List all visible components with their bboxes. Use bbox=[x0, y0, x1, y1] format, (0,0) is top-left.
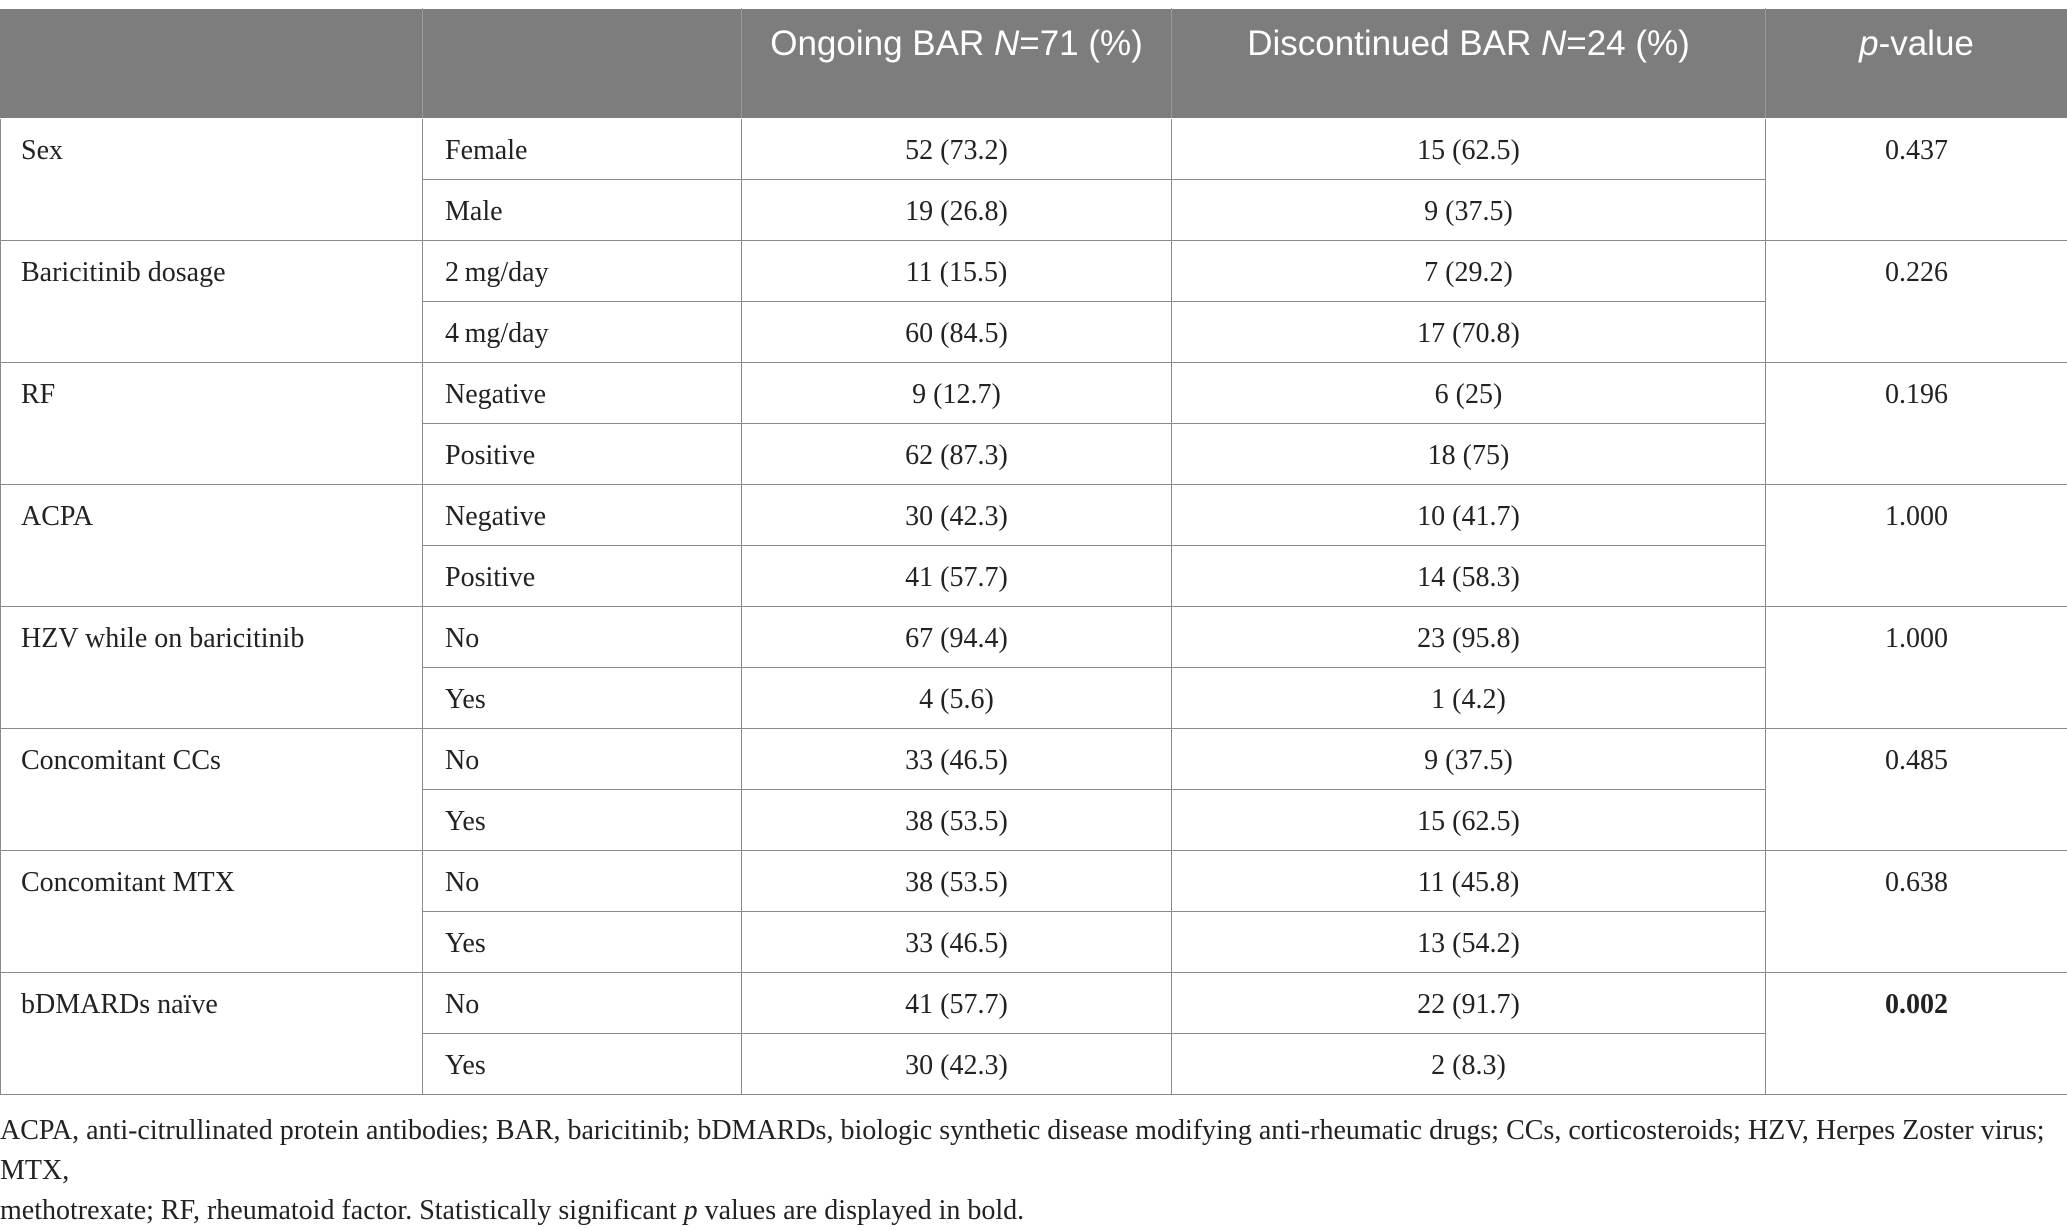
sub-label: Positive bbox=[423, 546, 742, 607]
footnote-line-2-suffix: values are displayed in bold. bbox=[698, 1195, 1025, 1226]
footnote-p-italic: p bbox=[684, 1195, 698, 1226]
ongoing-value: 30 (42.3) bbox=[742, 485, 1172, 546]
discontinued-value: 6 (25) bbox=[1172, 363, 1766, 424]
header-discontinued-suffix: =24 (%) bbox=[1566, 24, 1690, 63]
sub-label: 4 mg/day bbox=[423, 302, 742, 363]
p-value: 0.638 bbox=[1766, 851, 2067, 973]
discontinued-value: 9 (37.5) bbox=[1172, 180, 1766, 241]
ongoing-value: 41 (57.7) bbox=[742, 546, 1172, 607]
ongoing-value: 41 (57.7) bbox=[742, 973, 1172, 1034]
discontinued-value: 2 (8.3) bbox=[1172, 1034, 1766, 1095]
header-ongoing-n: N bbox=[994, 24, 1019, 63]
discontinued-value: 14 (58.3) bbox=[1172, 546, 1766, 607]
header-row bbox=[1, 9, 2067, 119]
sub-label: Negative bbox=[423, 363, 742, 424]
group-label: HZV while on baricitinib bbox=[1, 607, 423, 729]
header-pvalue bbox=[1766, 9, 2067, 119]
header-discontinued-n: N bbox=[1541, 24, 1566, 63]
footnote-line-2 bbox=[0, 1191, 2060, 1231]
p-value: 1.000 bbox=[1766, 485, 2067, 607]
footnote-line-1: ACPA, anti-citrullinated protein antibodies; BAR, baricitinib; bDMARDs, biologic synthetic disease modifying anti-rheumatic drugs; CCs, corticosteroids; HZV, Herpes Zoster virus; MTX, bbox=[0, 1111, 2060, 1191]
sub-label: 2 mg/day bbox=[423, 241, 742, 302]
table-row bbox=[1, 485, 2067, 546]
discontinued-value: 9 (37.5) bbox=[1172, 729, 1766, 790]
table-row bbox=[1, 729, 2067, 790]
group-label: Concomitant CCs bbox=[1, 729, 423, 851]
discontinued-value: 1 (4.2) bbox=[1172, 668, 1766, 729]
ongoing-value: 30 (42.3) bbox=[742, 1034, 1172, 1095]
p-value: 0.437 bbox=[1766, 119, 2067, 241]
p-value: 0.226 bbox=[1766, 241, 2067, 363]
discontinued-value: 15 (62.5) bbox=[1172, 119, 1766, 180]
sub-label: Male bbox=[423, 180, 742, 241]
table-body bbox=[1, 119, 2067, 1095]
ongoing-value: 33 (46.5) bbox=[742, 912, 1172, 973]
sub-label: No bbox=[423, 973, 742, 1034]
ongoing-value: 4 (5.6) bbox=[742, 668, 1172, 729]
sub-label: No bbox=[423, 851, 742, 912]
header-sub bbox=[423, 9, 742, 119]
ongoing-value: 9 (12.7) bbox=[742, 363, 1172, 424]
sub-label: No bbox=[423, 607, 742, 668]
sub-label: Female bbox=[423, 119, 742, 180]
discontinued-value: 13 (54.2) bbox=[1172, 912, 1766, 973]
header-ongoing-prefix: Ongoing BAR bbox=[770, 24, 994, 63]
group-label: bDMARDs naïve bbox=[1, 973, 423, 1095]
ongoing-value: 62 (87.3) bbox=[742, 424, 1172, 485]
sub-label: No bbox=[423, 729, 742, 790]
group-label: ACPA bbox=[1, 485, 423, 607]
sub-label: Positive bbox=[423, 424, 742, 485]
table-row bbox=[1, 119, 2067, 180]
table-row bbox=[1, 607, 2067, 668]
sub-label: Negative bbox=[423, 485, 742, 546]
header-discontinued bbox=[1172, 9, 1766, 119]
ongoing-value: 60 (84.5) bbox=[742, 302, 1172, 363]
ongoing-value: 38 (53.5) bbox=[742, 851, 1172, 912]
table-row bbox=[1, 851, 2067, 912]
discontinued-value: 23 (95.8) bbox=[1172, 607, 1766, 668]
table-row bbox=[1, 973, 2067, 1034]
header-ongoing-suffix: =71 (%) bbox=[1019, 24, 1143, 63]
p-value: 0.485 bbox=[1766, 729, 2067, 851]
discontinued-value: 10 (41.7) bbox=[1172, 485, 1766, 546]
discontinued-value: 11 (45.8) bbox=[1172, 851, 1766, 912]
ongoing-value: 19 (26.8) bbox=[742, 180, 1172, 241]
p-value: 0.196 bbox=[1766, 363, 2067, 485]
group-label: Baricitinib dosage bbox=[1, 241, 423, 363]
discontinued-value: 18 (75) bbox=[1172, 424, 1766, 485]
group-label: RF bbox=[1, 363, 423, 485]
sub-label: Yes bbox=[423, 912, 742, 973]
footnote-line-2-prefix: methotrexate; RF, rheumatoid factor. Statistically significant bbox=[0, 1195, 684, 1226]
group-label: Sex bbox=[1, 119, 423, 241]
ongoing-value: 33 (46.5) bbox=[742, 729, 1172, 790]
discontinued-value: 15 (62.5) bbox=[1172, 790, 1766, 851]
header-group bbox=[1, 9, 423, 119]
header-ongoing bbox=[742, 9, 1172, 119]
p-value: 1.000 bbox=[1766, 607, 2067, 729]
table-row bbox=[1, 363, 2067, 424]
table-row bbox=[1, 241, 2067, 302]
header-pvalue-p: p bbox=[1859, 24, 1878, 63]
header-pvalue-suffix: -value bbox=[1879, 24, 1974, 63]
ongoing-value: 67 (94.4) bbox=[742, 607, 1172, 668]
discontinued-value: 22 (91.7) bbox=[1172, 973, 1766, 1034]
ongoing-value: 52 (73.2) bbox=[742, 119, 1172, 180]
discontinued-value: 7 (29.2) bbox=[1172, 241, 1766, 302]
p-value-significant: 0.002 bbox=[1766, 973, 2067, 1095]
discontinued-value: 17 (70.8) bbox=[1172, 302, 1766, 363]
header-discontinued-prefix: Discontinued BAR bbox=[1247, 24, 1541, 63]
ongoing-value: 11 (15.5) bbox=[742, 241, 1172, 302]
sub-label: Yes bbox=[423, 668, 742, 729]
sub-label: Yes bbox=[423, 1034, 742, 1095]
table-header bbox=[1, 9, 2067, 119]
characteristics-table bbox=[0, 8, 2067, 1095]
ongoing-value: 38 (53.5) bbox=[742, 790, 1172, 851]
group-label: Concomitant MTX bbox=[1, 851, 423, 973]
sub-label: Yes bbox=[423, 790, 742, 851]
table-footnote bbox=[0, 1111, 2060, 1231]
